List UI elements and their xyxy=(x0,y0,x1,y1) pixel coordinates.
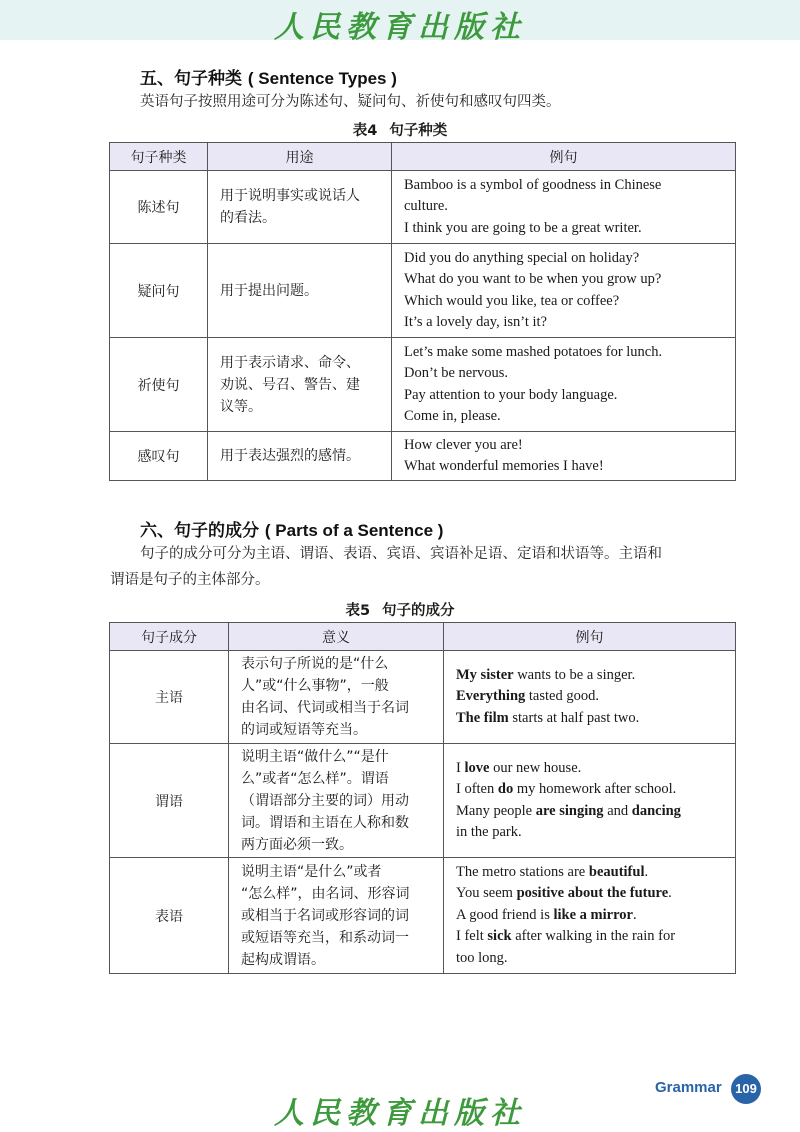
meaning-line: 么”或者“怎么样”。谓语 xyxy=(241,770,389,787)
section6-title-cn: 六、句子的成分 xyxy=(140,521,259,541)
table-row xyxy=(110,744,736,858)
highlighted-part: Everything xyxy=(456,688,526,705)
column-header: 句子成分 xyxy=(110,623,229,651)
example-text: A good friend is xyxy=(456,906,554,923)
example-text: . xyxy=(644,863,649,880)
example-sentence: It’s a lovely day, isn’t it? xyxy=(404,314,547,330)
usage-line: 议等。 xyxy=(220,398,262,415)
example-text: my homework after school. xyxy=(513,781,677,797)
usage-cell xyxy=(208,244,392,338)
example-text: The metro stations are xyxy=(456,863,589,880)
example-sentence: Bamboo is a symbol of goodness in Chinese xyxy=(404,176,662,193)
examples-cell xyxy=(392,432,736,481)
page-number-badge: 109 xyxy=(731,1074,761,1104)
example-text: I often xyxy=(456,781,498,797)
column-header: 例句 xyxy=(392,143,736,171)
usage-cell xyxy=(208,432,392,481)
meaning-line: （谓语部分主要的词）用动 xyxy=(241,792,409,809)
column-header: 例句 xyxy=(444,623,736,651)
meaning-line: 两方面必须一致。 xyxy=(241,836,353,853)
highlighted-part: dancing xyxy=(631,802,681,819)
usage-line: 劝说、号召、警告、建 xyxy=(220,376,360,393)
example-text: I xyxy=(456,759,465,776)
meaning-line: 词。谓语和主语在人称和数 xyxy=(241,814,409,831)
highlighted-part: love xyxy=(464,759,490,776)
meaning-line: 人”或“什么事物”，一般 xyxy=(241,678,389,694)
examples-cell xyxy=(392,338,736,432)
highlighted-part: like a mirror xyxy=(553,906,633,923)
example-sentence xyxy=(456,708,725,730)
table-row xyxy=(110,171,736,244)
example-text: tasted good. xyxy=(525,688,599,705)
example-sentence xyxy=(456,948,725,970)
meaning-line: 由名词、代词或相当于名词 xyxy=(241,700,409,716)
example-text: You seem xyxy=(456,885,517,902)
example-sentence xyxy=(456,905,725,927)
sentence-type-cell: 陈述句 xyxy=(110,171,208,244)
example-sentence: Come in, please. xyxy=(404,408,501,424)
table4-label: 表4 xyxy=(352,123,378,139)
example-sentence: Don’t be nervous. xyxy=(404,365,509,381)
examples-cell xyxy=(444,651,736,744)
highlighted-part: positive about the future xyxy=(516,885,669,902)
example-text: after walking in the rain for xyxy=(511,928,676,945)
example-text: . xyxy=(632,906,637,923)
example-sentence: Let’s make some mashed potatoes for lunch. xyxy=(404,343,663,360)
column-header: 句子种类 xyxy=(110,143,208,171)
table4-name: 句子种类 xyxy=(389,123,448,139)
example-sentence xyxy=(456,758,725,780)
example-sentence: Did you do anything special on holiday? xyxy=(404,249,640,266)
table5-caption xyxy=(0,599,800,620)
table-header-row xyxy=(110,143,736,171)
section5-intro: 英语句子按照用途可分为陈述句、疑问句、祈使句和感叹句四类。 xyxy=(140,94,561,110)
sentence-types-table xyxy=(109,142,736,481)
example-text: in the park. xyxy=(456,824,522,840)
section6-intro-line2: 谓语是句子的主体部分。 xyxy=(110,572,270,588)
example-text: I felt xyxy=(456,928,488,945)
sentence-type-cell: 疑问句 xyxy=(110,244,208,338)
section6-title-en: ( Parts of a Sentence ) xyxy=(264,521,444,540)
publisher-logo: 人民教育出版社 xyxy=(274,10,526,45)
sentence-part-cell: 主语 xyxy=(110,651,229,744)
example-sentence xyxy=(456,779,725,801)
table-row xyxy=(110,244,736,338)
example-sentence: How clever you are! xyxy=(404,436,523,453)
example-sentence xyxy=(456,926,725,948)
table-row xyxy=(110,338,736,432)
sentence-parts-table xyxy=(109,622,736,974)
example-sentence: Pay attention to your body language. xyxy=(404,386,618,403)
meaning-cell xyxy=(229,858,444,974)
publisher-logo-footer: 人民教育出版社 xyxy=(274,1096,526,1131)
usage-line: 用于表达强烈的感情。 xyxy=(220,448,360,464)
section5-title-cn: 五、句子种类 xyxy=(140,69,242,89)
examples-cell xyxy=(392,171,736,244)
example-text: our new house. xyxy=(489,759,582,776)
sentence-part-cell: 谓语 xyxy=(110,744,229,858)
section5-title-en: ( Sentence Types ) xyxy=(247,69,397,88)
example-sentence: I think you are going to be a great writer. xyxy=(404,219,642,236)
footer-section-label: Grammar xyxy=(655,1079,722,1096)
example-sentence: Which would you like, tea or coffee? xyxy=(404,292,620,309)
sentence-part-cell: 表语 xyxy=(110,858,229,974)
highlighted-part: sick xyxy=(487,928,512,945)
examples-cell xyxy=(392,244,736,338)
usage-line: 的看法。 xyxy=(220,210,276,226)
section6-title xyxy=(140,516,443,541)
usage-line: 用于表示请求、命令、 xyxy=(220,354,360,371)
meaning-cell xyxy=(229,744,444,858)
example-text: and xyxy=(603,802,632,819)
example-sentence xyxy=(456,665,725,687)
table-row xyxy=(110,651,736,744)
sentence-type-cell: 感叹句 xyxy=(110,432,208,481)
meaning-line: 或短语等充当，和系动词一 xyxy=(241,929,409,946)
example-sentence: What do you want to be when you grow up? xyxy=(404,271,662,287)
highlighted-part: My sister xyxy=(456,666,514,683)
example-text: wants to be a singer. xyxy=(513,666,636,683)
usage-line: 用于说明事实或说话人 xyxy=(220,188,360,204)
column-header: 意义 xyxy=(229,623,444,651)
usage-cell xyxy=(208,171,392,244)
meaning-line: 起构成谓语。 xyxy=(241,951,325,968)
examples-cell xyxy=(444,744,736,858)
usage-line: 用于提出问题。 xyxy=(220,282,318,299)
example-sentence: culture. xyxy=(404,198,448,215)
meaning-line: 表示句子所说的是“什么 xyxy=(241,656,389,672)
example-sentence xyxy=(456,822,725,844)
table-row xyxy=(110,858,736,974)
table5-name: 句子的成分 xyxy=(382,603,455,619)
example-text: Many people xyxy=(456,802,536,819)
example-sentence xyxy=(456,686,725,708)
highlighted-part: The film xyxy=(456,709,509,726)
usage-cell xyxy=(208,338,392,432)
table5-label: 表5 xyxy=(345,603,371,619)
highlighted-part: do xyxy=(497,781,514,797)
column-header: 用途 xyxy=(208,143,392,171)
highlighted-part: are singing xyxy=(535,802,604,819)
table-row xyxy=(110,432,736,481)
example-sentence xyxy=(456,801,725,823)
highlighted-part: beautiful xyxy=(588,863,645,880)
table4-caption xyxy=(0,119,800,140)
meaning-cell xyxy=(229,651,444,744)
section5-title xyxy=(140,64,397,89)
example-text: . xyxy=(668,885,672,902)
table-header-row xyxy=(110,623,736,651)
meaning-line: 的词或短语等充当。 xyxy=(241,722,367,738)
examples-cell xyxy=(444,858,736,974)
example-text: starts at half past two. xyxy=(508,709,640,726)
example-sentence xyxy=(456,883,725,905)
example-sentence xyxy=(456,862,725,884)
section6-intro-line1: 句子的成分可分为主语、谓语、表语、宾语、宾语补足语、定语和状语等。主语和 xyxy=(140,546,662,562)
example-text: too long. xyxy=(456,949,508,966)
meaning-line: 或相当于名词或形容词的词 xyxy=(241,907,409,924)
meaning-line: 说明主语“做什么”“是什 xyxy=(241,748,389,765)
meaning-line: 说明主语“是什么”或者 xyxy=(241,863,382,880)
example-sentence: What wonderful memories I have! xyxy=(404,458,604,474)
meaning-line: “怎么样”，由名词、形容词 xyxy=(241,885,410,902)
sentence-type-cell: 祈使句 xyxy=(110,338,208,432)
